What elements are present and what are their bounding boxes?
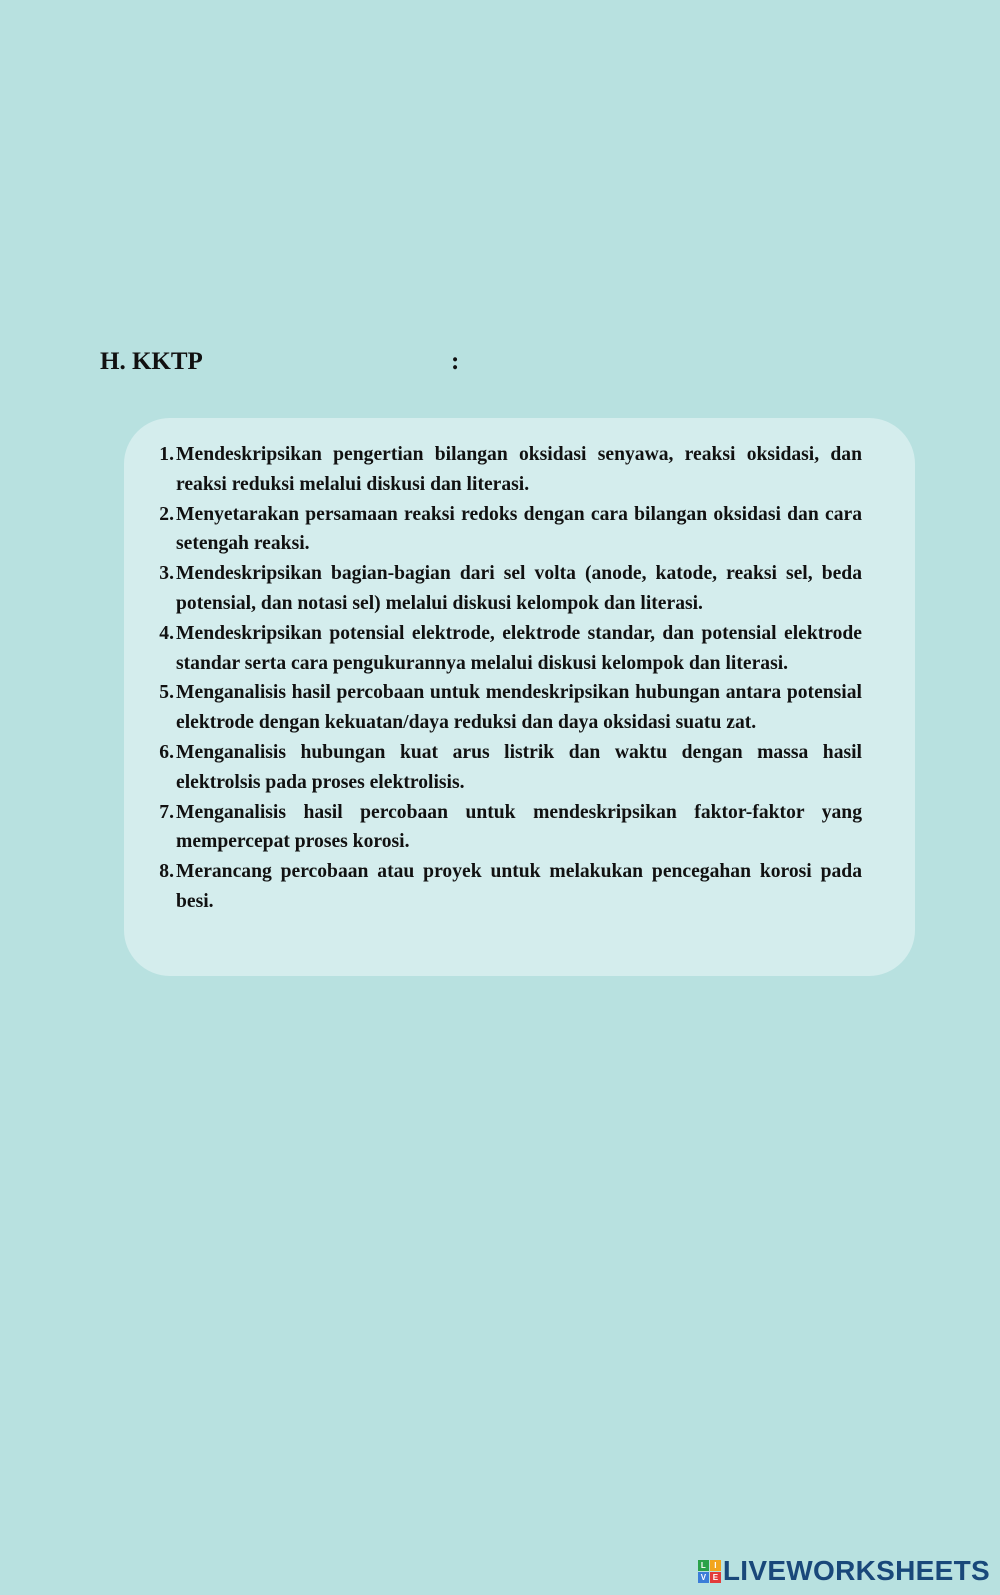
item-text: Mendeskripsikan potensial elektrode, elektrode standar, dan potensial elektrode standar serta cara pengukurannya melalui diskusi kelompok dan literasi. xyxy=(176,622,862,674)
heading-colon: : xyxy=(451,348,460,375)
logo-cell: E xyxy=(710,1572,721,1583)
item-number: 1. xyxy=(159,444,174,465)
kktp-item-3 xyxy=(152,559,862,619)
item-number: 6. xyxy=(159,741,174,763)
logo-cell: I xyxy=(710,1560,721,1571)
kktp-item-4 xyxy=(152,619,862,679)
kktp-item-5 xyxy=(152,678,862,738)
item-number: 3. xyxy=(159,563,174,585)
item-number: 4. xyxy=(159,622,174,644)
item-text: Mendeskripsikan bagian-bagian dari sel volta (anode, katode, reaksi sel, beda potensial, dan notasi sel) melalui diskusi kelompok dan literasi. xyxy=(176,563,862,614)
item-number: 5. xyxy=(159,682,174,704)
item-text: Menganalisis hubungan kuat arus listrik dan waktu dengan massa hasil elektrolsis pada proses elektrolisis. xyxy=(176,741,862,793)
item-text: Menganalisis hasil percobaan untuk mendeskripsikan hubungan antara potensial elektrode dengan kekuatan/daya reduksi dan daya oksidasi suatu zat. xyxy=(176,682,862,734)
item-number: 7. xyxy=(159,801,174,823)
kktp-item-6 xyxy=(152,738,862,798)
logo-cell: V xyxy=(698,1572,709,1583)
kktp-item-2 xyxy=(152,500,862,560)
logo-wordmark: LIVEWORKSHEETS xyxy=(722,1555,990,1586)
logo-mark-icon xyxy=(698,1560,721,1583)
kktp-item-8 xyxy=(152,857,862,917)
section-heading: H. KKTP xyxy=(100,348,203,375)
item-number: 8. xyxy=(159,861,174,883)
item-number: 2. xyxy=(159,503,174,525)
item-text: Merancang percobaan atau proyek untuk melakukan pencegahan korosi pada besi. xyxy=(176,861,862,912)
item-text: Mendeskripsikan pengertian bilangan oksidasi senyawa, reaksi oksidasi, dan reaksi reduksi melalui diskusi dan literasi. xyxy=(176,444,862,495)
item-text: Menganalisis hasil percobaan untuk mendeskripsikan faktor-faktor yang mempercepat proses korosi. xyxy=(176,801,862,853)
logo-cell: L xyxy=(698,1560,709,1571)
liveworksheets-logo[interactable] xyxy=(698,1556,990,1586)
item-text: Menyetarakan persamaan reaksi redoks dengan cara bilangan oksidasi dan cara setengah reaksi. xyxy=(176,503,862,555)
kktp-item-1 xyxy=(152,440,862,500)
kktp-list xyxy=(152,440,862,917)
kktp-item-7 xyxy=(152,798,862,858)
